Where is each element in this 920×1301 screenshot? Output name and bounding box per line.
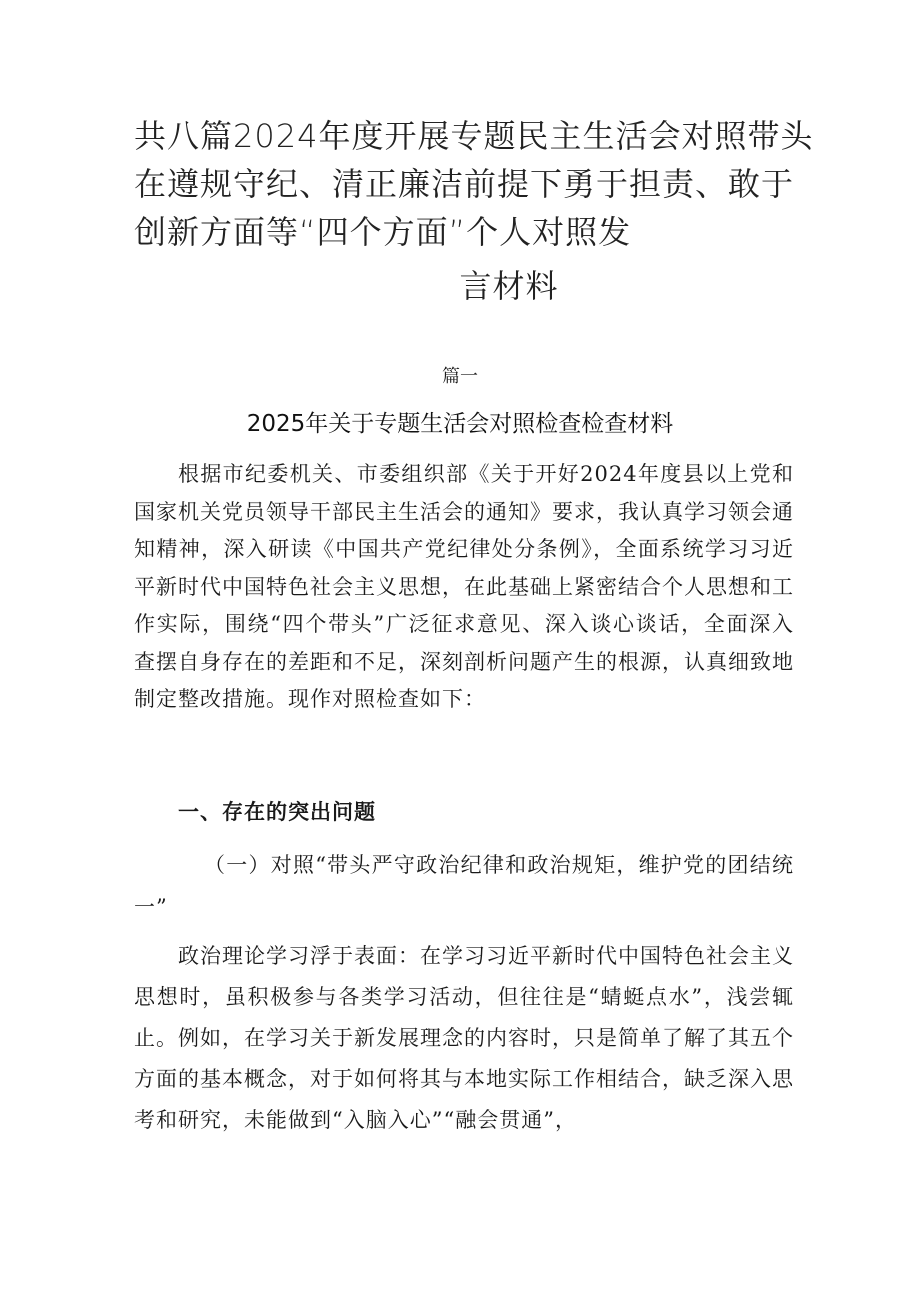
title-line-4: 言材料 [459,267,559,305]
heading-problems: 一、存在的突出问题 [178,800,376,824]
section-title: 2025年关于专题生活会对照检查检查材料 [246,411,674,437]
title-line-2: 在遵规守纪、清正廉洁前提下勇于担责、敢于 [134,165,795,203]
subheading-political-discipline: （一）对照“带头严守政治纪律和政治规矩，维护党的团结统一” [134,853,794,919]
document-title [134,112,814,310]
intro-paragraph: 根据市纪委机关、市委组织部《关于开好2024年度县以上党和国家机关党员领导干部民主生活会的通知》要求，我认真学习领会通知精神，深入研读《中国共产党纪律处分条例》，全面系统学习习近平新时代中国特色社会主义思想，在此基础上紧密结合个人思想和工作实际，围绕“四个带头”广泛征求意见、深入谈心谈话，全面深入查摆自身存在的差距和不足，深刻剖析问题产生的根源，认真细致地制定整改措施。现作对照检查如下： [134,462,794,711]
body-paragraph-theory-study: 政治理论学习浮于表面：在学习习近平新时代中国特色社会主义思想时，虽积极参与各类学习活动，但往往是“蜻蜓点水”，浅尝辄止。例如，在学习关于新发展理念的内容时，只是简单了解了其五个方面的基本概念，对于如何将其与本地实际工作相结合，缺乏深入思考和研究，未能做到“入脑入心”“融会贯通”， [134,944,794,1132]
section-label: 篇一 [442,366,478,387]
title-line-3: 创新方面等“四个方面”个人对照发 [134,213,632,251]
title-line-1: 共八篇2024年度开展专题民主生活会对照带头 [134,117,814,155]
